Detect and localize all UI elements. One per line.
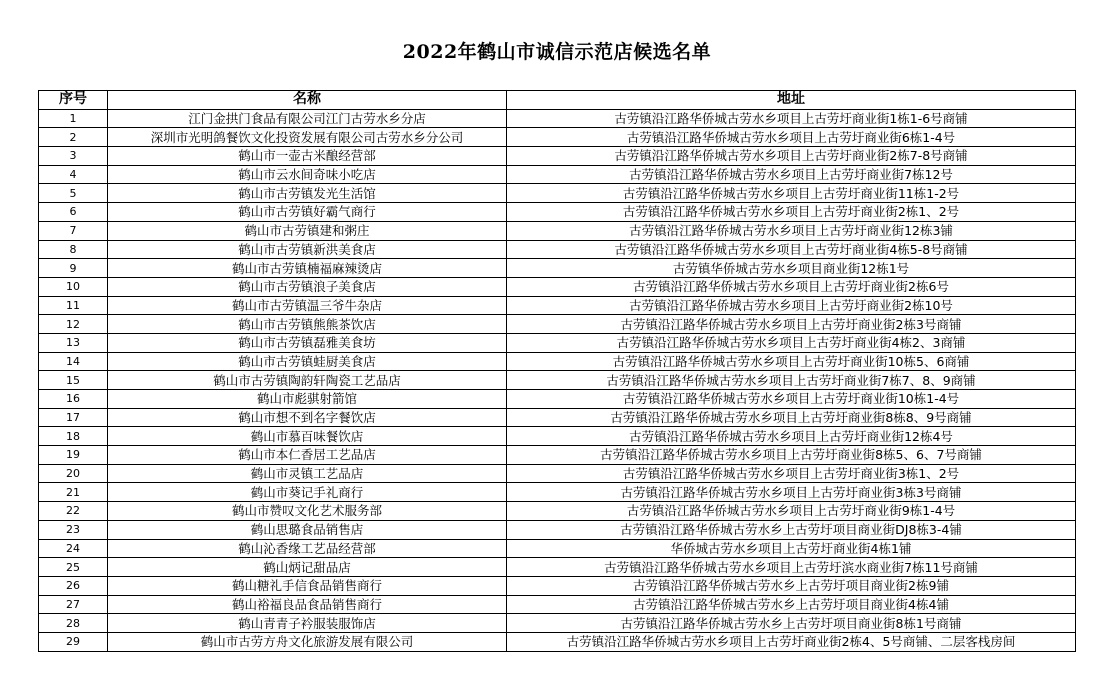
store-address: 古劳镇沿江路华侨城古劳水乡项目上古劳圩商业街2栋1、2号 — [507, 203, 1076, 222]
store-name: 鹤山裕福良品食品销售商行 — [108, 595, 507, 614]
table-row — [39, 614, 1076, 633]
store-name: 鹤山思璐食品销售店 — [108, 520, 507, 539]
table-row — [39, 632, 1076, 651]
table-row — [39, 576, 1076, 595]
store-address: 古劳镇沿江路华侨城古劳水乡上古劳圩项目商业街DJ8栋3-4铺 — [507, 520, 1076, 539]
row-number: 21 — [39, 483, 108, 502]
table-row — [39, 427, 1076, 446]
table-row — [39, 595, 1076, 614]
store-address: 古劳镇沿江路华侨城古劳水乡项目上古劳圩商业街10栋5、6商铺 — [507, 352, 1076, 371]
store-address: 古劳镇沿江路华侨城古劳水乡上古劳圩项目商业街2栋9铺 — [507, 576, 1076, 595]
store-address: 古劳镇沿江路华侨城古劳水乡项目上古劳圩商业街7栋12号 — [507, 165, 1076, 184]
row-number: 15 — [39, 371, 108, 390]
store-name: 鹤山市赞叹文化艺术服务部 — [108, 502, 507, 521]
candidate-table — [38, 90, 1076, 652]
store-name: 鹤山市一壶古米酿经营部 — [108, 147, 507, 166]
table-row — [39, 352, 1076, 371]
row-number: 11 — [39, 296, 108, 315]
table-row — [39, 371, 1076, 390]
row-number: 4 — [39, 165, 108, 184]
store-name: 鹤山市古劳镇陶韵轩陶瓷工艺品店 — [108, 371, 507, 390]
store-address: 古劳镇沿江路华侨城古劳水乡项目上古劳圩商业街9栋1-4号 — [507, 502, 1076, 521]
store-name: 鹤山市古劳镇熊熊茶饮店 — [108, 315, 507, 334]
row-number: 17 — [39, 408, 108, 427]
store-address: 古劳镇沿江路华侨城古劳水乡项目上古劳圩商业街2栋4、5号商铺、二层客栈房间 — [507, 632, 1076, 651]
row-number: 25 — [39, 558, 108, 577]
store-name: 鹤山市古劳镇磊雅美食坊 — [108, 333, 507, 352]
store-address: 古劳镇沿江路华侨城古劳水乡项目上古劳圩滨水商业街7栋11号商铺 — [507, 558, 1076, 577]
row-number: 7 — [39, 221, 108, 240]
store-name: 鹤山沁香缘工艺品经营部 — [108, 539, 507, 558]
table-row — [39, 240, 1076, 259]
store-address: 古劳镇沿江路华侨城古劳水乡项目上古劳圩商业街8栋8、9号商铺 — [507, 408, 1076, 427]
row-number: 9 — [39, 259, 108, 278]
store-address: 古劳镇沿江路华侨城古劳水乡上古劳圩项目商业街4栋4铺 — [507, 595, 1076, 614]
table-row — [39, 464, 1076, 483]
store-address: 古劳镇沿江路华侨城古劳水乡项目上古劳圩商业街2栋6号 — [507, 277, 1076, 296]
store-address: 古劳镇沿江路华侨城古劳水乡项目上古劳圩商业街12栋4号 — [507, 427, 1076, 446]
row-number: 18 — [39, 427, 108, 446]
table-row — [39, 502, 1076, 521]
store-name: 鹤山市古劳镇发光生活馆 — [108, 184, 507, 203]
row-number: 2 — [39, 128, 108, 147]
table-row — [39, 315, 1076, 334]
table-row — [39, 259, 1076, 278]
table-row — [39, 520, 1076, 539]
table-row — [39, 333, 1076, 352]
table-body — [39, 109, 1076, 651]
table-row — [39, 296, 1076, 315]
store-name: 鹤山市本仁香居工艺品店 — [108, 446, 507, 465]
store-address: 古劳镇沿江路华侨城古劳水乡项目上古劳圩商业街4栋5-8号商铺 — [507, 240, 1076, 259]
store-address: 古劳镇沿江路华侨城古劳水乡项目上古劳圩商业街1栋1-6号商铺 — [507, 109, 1076, 128]
table-row — [39, 109, 1076, 128]
row-number: 29 — [39, 632, 108, 651]
header-no: 序号 — [39, 91, 108, 110]
table-row — [39, 539, 1076, 558]
row-number: 24 — [39, 539, 108, 558]
store-name: 江门金拱门食品有限公司江门古劳水乡分店 — [108, 109, 507, 128]
store-name: 鹤山市古劳镇建和粥庄 — [108, 221, 507, 240]
store-name: 鹤山市古劳镇蛙厨美食店 — [108, 352, 507, 371]
row-number: 6 — [39, 203, 108, 222]
table-row — [39, 408, 1076, 427]
store-address: 古劳镇沿江路华侨城古劳水乡项目上古劳圩商业街3栋1、2号 — [507, 464, 1076, 483]
page-title: 2022年鹤山市诚信示范店候选名单 — [402, 41, 712, 63]
table-row — [39, 128, 1076, 147]
store-name: 鹤山糖礼手信食品销售商行 — [108, 576, 507, 595]
store-address: 古劳镇沿江路华侨城古劳水乡项目上古劳圩商业街3栋3号商铺 — [507, 483, 1076, 502]
row-number: 10 — [39, 277, 108, 296]
header-address: 地址 — [507, 91, 1076, 110]
store-name: 鹤山市古劳镇温三爷牛杂店 — [108, 296, 507, 315]
row-number: 3 — [39, 147, 108, 166]
table-row — [39, 221, 1076, 240]
row-number: 20 — [39, 464, 108, 483]
store-name: 鹤山市灵镇工艺品店 — [108, 464, 507, 483]
store-address: 古劳镇沿江路华侨城古劳水乡项目上古劳圩商业街7栋7、8、9商铺 — [507, 371, 1076, 390]
store-address: 古劳镇沿江路华侨城古劳水乡项目上古劳圩商业街2栋7-8号商铺 — [507, 147, 1076, 166]
table-row — [39, 184, 1076, 203]
table-row — [39, 203, 1076, 222]
row-number: 1 — [39, 109, 108, 128]
header-name: 名称 — [108, 91, 507, 110]
table-row — [39, 558, 1076, 577]
table-row — [39, 277, 1076, 296]
row-number: 5 — [39, 184, 108, 203]
row-number: 13 — [39, 333, 108, 352]
row-number: 16 — [39, 390, 108, 409]
store-address: 古劳镇沿江路华侨城古劳水乡项目上古劳圩商业街4栋2、3商铺 — [507, 333, 1076, 352]
row-number: 12 — [39, 315, 108, 334]
store-name: 鹤山炳记甜品店 — [108, 558, 507, 577]
store-address: 古劳镇沿江路华侨城古劳水乡项目上古劳圩商业街2栋3号商铺 — [507, 315, 1076, 334]
store-name: 鹤山青青子衿服装服饰店 — [108, 614, 507, 633]
row-number: 14 — [39, 352, 108, 371]
store-address: 古劳镇沿江路华侨城古劳水乡上古劳圩项目商业街8栋1号商铺 — [507, 614, 1076, 633]
row-number: 22 — [39, 502, 108, 521]
store-address: 古劳镇沿江路华侨城古劳水乡项目上古劳圩商业街6栋1-4号 — [507, 128, 1076, 147]
store-address: 古劳镇沿江路华侨城古劳水乡项目上古劳圩商业街10栋1-4号 — [507, 390, 1076, 409]
row-number: 23 — [39, 520, 108, 539]
store-name: 鹤山市古劳镇浪子美食店 — [108, 277, 507, 296]
store-address: 华侨城古劳水乡项目上古劳圩商业街4栋1铺 — [507, 539, 1076, 558]
table-row — [39, 165, 1076, 184]
row-number: 8 — [39, 240, 108, 259]
table-row — [39, 390, 1076, 409]
store-address: 古劳镇华侨城古劳水乡项目商业街12栋1号 — [507, 259, 1076, 278]
store-name: 鹤山市古劳镇楠福麻辣烫店 — [108, 259, 507, 278]
store-address: 古劳镇沿江路华侨城古劳水乡项目上古劳圩商业街8栋5、6、7号商铺 — [507, 446, 1076, 465]
store-address: 古劳镇沿江路华侨城古劳水乡项目上古劳圩商业街12栋3铺 — [507, 221, 1076, 240]
store-name: 鹤山市古劳镇新洪美食店 — [108, 240, 507, 259]
store-name: 鹤山市云水间奇味小吃店 — [108, 165, 507, 184]
row-number: 19 — [39, 446, 108, 465]
store-name: 鹤山市彪骐射箭馆 — [108, 390, 507, 409]
store-address: 古劳镇沿江路华侨城古劳水乡项目上古劳圩商业街11栋1-2号 — [507, 184, 1076, 203]
table-header-row — [39, 91, 1076, 110]
row-number: 27 — [39, 595, 108, 614]
store-name: 深圳市光明鸽餐饮文化投资发展有限公司古劳水乡分公司 — [108, 128, 507, 147]
store-address: 古劳镇沿江路华侨城古劳水乡项目上古劳圩商业街2栋10号 — [507, 296, 1076, 315]
store-name: 鹤山市慕百味餐饮店 — [108, 427, 507, 446]
table-row — [39, 446, 1076, 465]
row-number: 28 — [39, 614, 108, 633]
table-row — [39, 483, 1076, 502]
row-number: 26 — [39, 576, 108, 595]
store-name: 鹤山市古劳镇好霸气商行 — [108, 203, 507, 222]
table-row — [39, 147, 1076, 166]
store-name: 鹤山市想不到名字餐饮店 — [108, 408, 507, 427]
store-name: 鹤山市古劳方舟文化旅游发展有限公司 — [108, 632, 507, 651]
store-name: 鹤山市葵记手礼商行 — [108, 483, 507, 502]
